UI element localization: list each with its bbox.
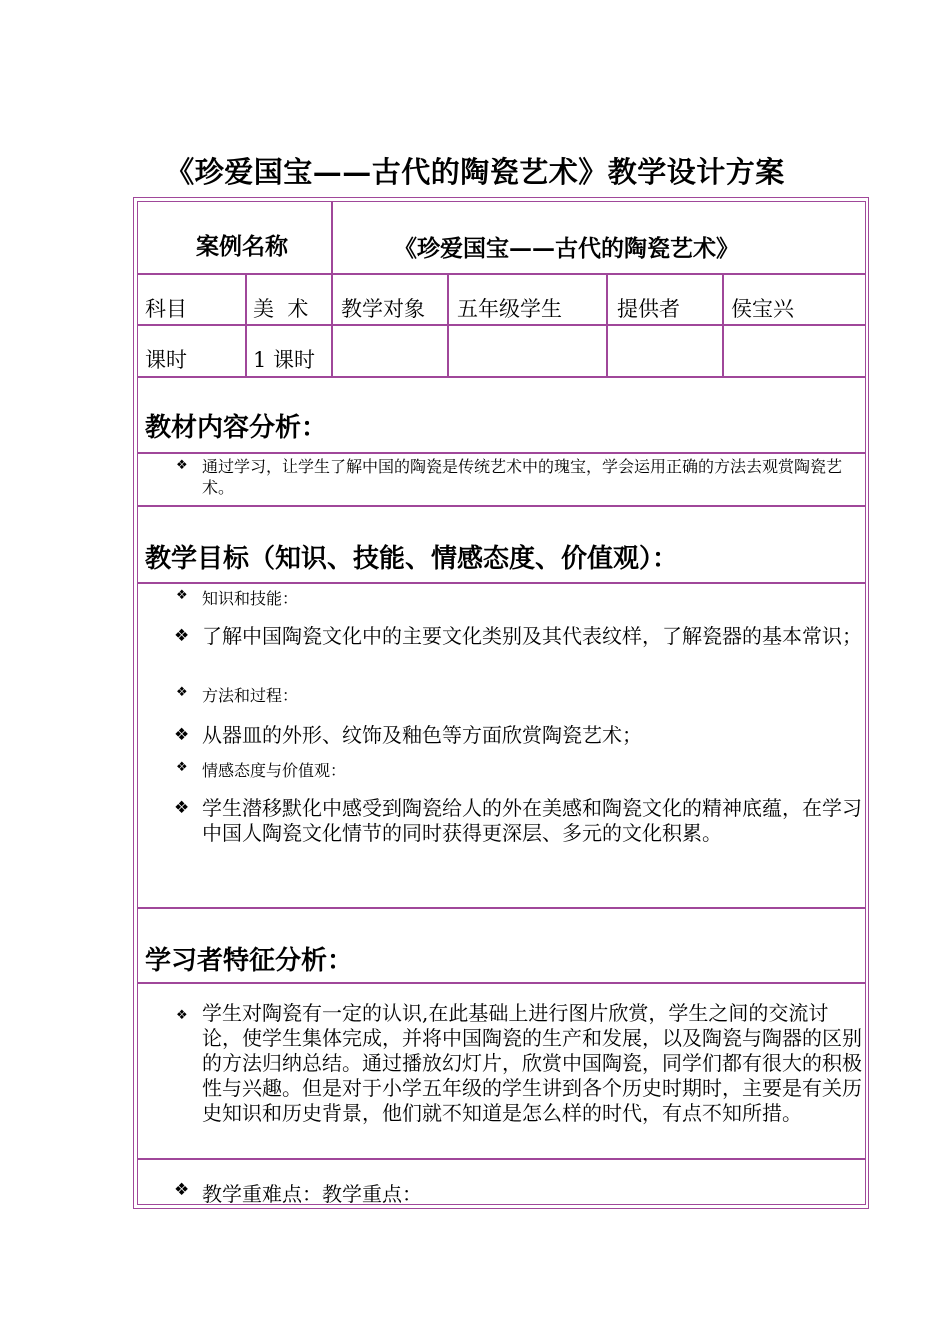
period-value-cell — [245, 325, 333, 377]
goals-content-cell — [137, 583, 866, 908]
method-text: 从器皿的外形、纹饰及釉色等方面欣赏陶瓷艺术； — [202, 723, 642, 747]
diamond-bullet-icon: ❖ — [174, 626, 190, 646]
case-name-label: 案例名称 — [196, 233, 288, 260]
case-name-value: 《珍爱国宝——古代的陶瓷艺术》 — [394, 235, 739, 262]
provider-value: 侯宝兴 — [731, 297, 794, 321]
knowledge-label: 知识和技能： — [202, 589, 299, 608]
document-title: 《珍爱国宝——古代的陶瓷艺术》教学设计方案 — [165, 155, 785, 189]
diamond-bullet-icon: ❖ — [174, 1180, 190, 1200]
case-name-label-cell — [137, 201, 333, 274]
provider-value-cell — [722, 274, 866, 325]
material-text: 通过学习，让学生了解中国的陶瓷是传统艺术中的瑰宝，学会运用正确的方法去观赏陶瓷艺术。 — [202, 457, 843, 497]
subject-label-cell — [137, 274, 247, 325]
period-label-cell — [137, 325, 247, 377]
audience-label: 教学对象 — [341, 297, 425, 321]
diamond-bullet-icon: ❖ — [176, 1008, 188, 1023]
learner-heading-cell — [137, 908, 866, 983]
diamond-bullet-icon: ❖ — [176, 588, 188, 603]
emotion-label: 情感态度与价值观： — [202, 761, 347, 780]
keypoints-cell — [137, 1159, 866, 1205]
audience-value-cell — [447, 274, 608, 325]
diamond-bullet-icon: ❖ — [174, 725, 190, 745]
audience-value: 五年级学生 — [457, 297, 562, 321]
method-label: 方法和过程： — [202, 686, 299, 705]
provider-label: 提供者 — [617, 297, 680, 321]
period-label: 课时 — [145, 348, 187, 372]
empty-cell — [722, 325, 866, 377]
case-name-value-cell — [331, 201, 866, 274]
diamond-bullet-icon: ❖ — [176, 458, 188, 473]
subject-value-cell — [245, 274, 333, 325]
knowledge-text: 了解中国陶瓷文化中的主要文化类别及其代表纹样，了解瓷器的基本常识； — [202, 624, 862, 648]
material-content-cell — [137, 453, 866, 506]
learner-heading: 学习者特征分析： — [145, 946, 354, 976]
diamond-bullet-icon: ❖ — [174, 798, 190, 818]
subject-value: 美 术 — [253, 297, 309, 321]
diamond-bullet-icon: ❖ — [176, 685, 188, 700]
subject-label: 科目 — [145, 297, 187, 321]
keypoints-text: 教学重难点：教学重点： — [202, 1182, 422, 1206]
goals-heading: 教学目标（知识、技能、情感态度、价值观）： — [145, 544, 679, 574]
material-heading: 教材内容分析： — [145, 413, 328, 443]
diamond-bullet-icon: ❖ — [176, 760, 188, 775]
learner-content-cell — [137, 983, 866, 1159]
material-heading-cell — [137, 377, 866, 453]
audience-label-cell — [331, 274, 449, 325]
empty-cell — [606, 325, 724, 377]
provider-label-cell — [606, 274, 724, 325]
period-value: 1 课时 — [253, 348, 316, 372]
lesson-plan-table — [133, 197, 869, 1209]
goals-heading-cell — [137, 506, 866, 583]
empty-cell — [331, 325, 449, 377]
learner-text: 学生对陶瓷有一定的认识,在此基础上进行图片欣赏，学生之间的交流讨论，使学生集体完成，并将中国陶瓷的生产和发展，以及陶瓷与陶器的区别的方法归纳总结。通过播放幻灯片，欣赏中国陶瓷，同学们都有很大的积极性与兴趣。但是对于小学五年级的学生讲到各个历史时期时，主要是有关历史知识和历史背景，他们就不知道是怎么样的时代，有点不知所措。 — [202, 1001, 862, 1125]
empty-cell — [447, 325, 608, 377]
emotion-text: 学生潜移默化中感受到陶瓷给人的外在美感和陶瓷文化的精神底蕴，在学习中国人陶瓷文化情节的同时获得更深层、多元的文化积累。 — [202, 796, 862, 845]
